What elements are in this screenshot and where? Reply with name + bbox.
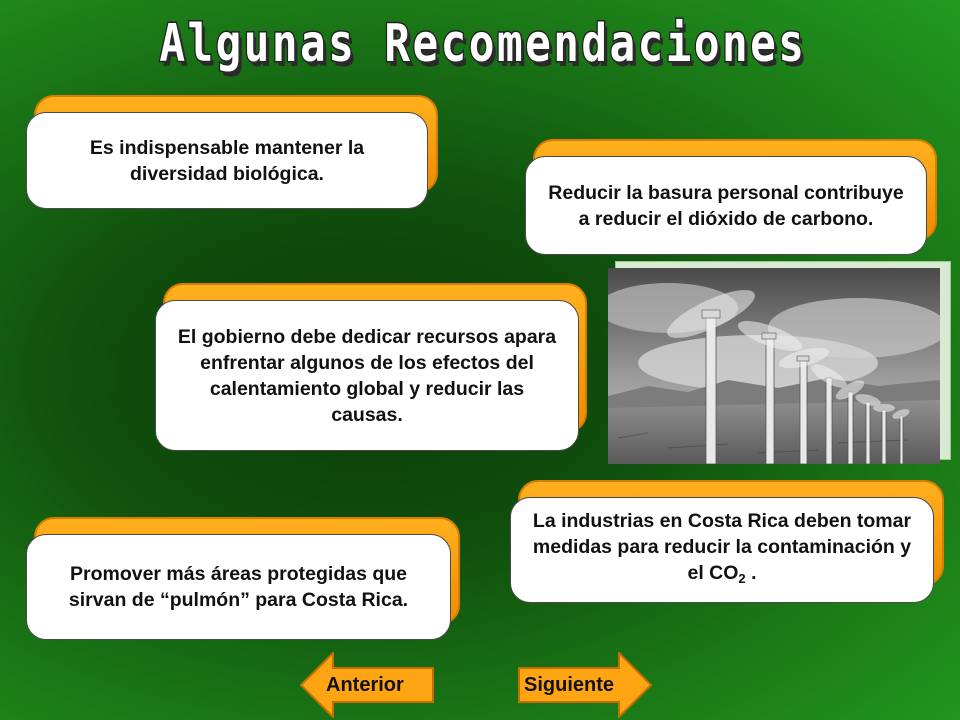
card-4-text: La industrias en Costa Rica deben tomar medidas para reducir la contaminación y el $CO_2$ . — [532, 510, 912, 586]
recommendation-card-2 — [525, 156, 927, 255]
next-button[interactable] — [518, 652, 650, 718]
card-3-text: El gobierno debe dedicar recursos apara enfrentar algunos de los efectos del calentamiento global y reducir las causas. — [177, 325, 557, 426]
recommendation-card-3 — [155, 300, 579, 451]
page-title: Algunas Recomendaciones — [159, 14, 807, 74]
recommendation-card-5 — [26, 534, 451, 640]
recommendation-card-4 — [510, 497, 934, 603]
wind-turbines-image — [608, 268, 940, 464]
co2-subscript: 2 — [738, 571, 746, 586]
previous-button[interactable] — [300, 652, 432, 718]
card-2-text: Reducir la basura personal contribuye a reducir el dióxido de carbono. — [548, 181, 904, 230]
card-5-text: Promover más áreas protegidas que sirvan de “pulmón” para Costa Rica. — [68, 563, 409, 611]
recommendation-card-1 — [26, 112, 428, 209]
previous-label: Anterior — [326, 674, 404, 696]
next-label: Siguiente — [524, 674, 615, 696]
card-1-text: Es indispensable mantener la diversidad biológica. — [89, 136, 365, 185]
